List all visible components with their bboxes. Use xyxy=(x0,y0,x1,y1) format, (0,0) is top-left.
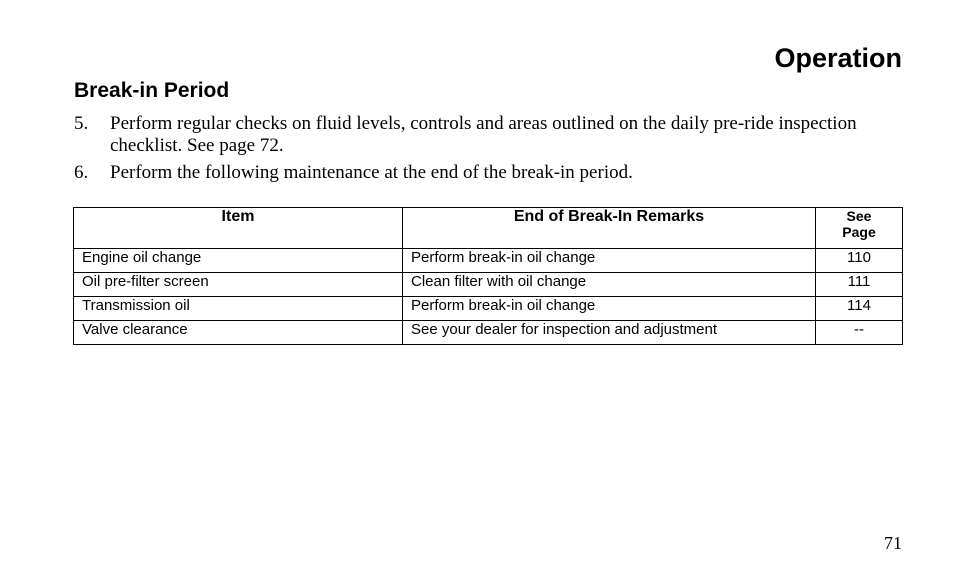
cell-remarks: Clean filter with oil change xyxy=(403,273,816,297)
cell-remarks: Perform break-in oil change xyxy=(403,249,816,273)
table-row xyxy=(74,321,903,345)
cell-page: 110 xyxy=(816,249,903,273)
step-text: Perform regular checks on fluid levels, controls and areas outlined on the daily pre-ride inspection checklist. See page 72. xyxy=(110,113,857,156)
cell-item: Oil pre-filter screen xyxy=(74,273,403,297)
cell-item: Transmission oil xyxy=(74,297,403,321)
page-number: 71 xyxy=(884,533,902,553)
table-row xyxy=(74,273,903,297)
cell-item: Engine oil change xyxy=(74,249,403,273)
step-list xyxy=(74,113,904,189)
cell-remarks: Perform break-in oil change xyxy=(403,297,816,321)
table-header-row xyxy=(74,208,903,249)
chapter-title: Operation xyxy=(774,43,902,73)
cell-item: Valve clearance xyxy=(74,321,403,345)
cell-remarks: See your dealer for inspection and adjustment xyxy=(403,321,816,345)
step-text: Perform the following maintenance at the end of the break-in period. xyxy=(110,162,633,183)
cell-page: -- xyxy=(816,321,903,345)
header-see-page xyxy=(816,208,903,249)
header-remarks: End of Break-In Remarks xyxy=(403,208,816,249)
step-item xyxy=(74,162,904,184)
header-see-page-line2: Page xyxy=(842,224,876,240)
step-number: 5. xyxy=(74,113,89,134)
cell-page: 111 xyxy=(816,273,903,297)
maintenance-table xyxy=(73,207,903,345)
table-row xyxy=(74,249,903,273)
table-row xyxy=(74,297,903,321)
header-see-page-line1: See xyxy=(846,208,872,224)
step-item xyxy=(74,113,904,157)
cell-page: 114 xyxy=(816,297,903,321)
section-heading: Break-in Period xyxy=(74,79,230,102)
header-item: Item xyxy=(74,208,403,249)
step-number: 6. xyxy=(74,162,89,183)
